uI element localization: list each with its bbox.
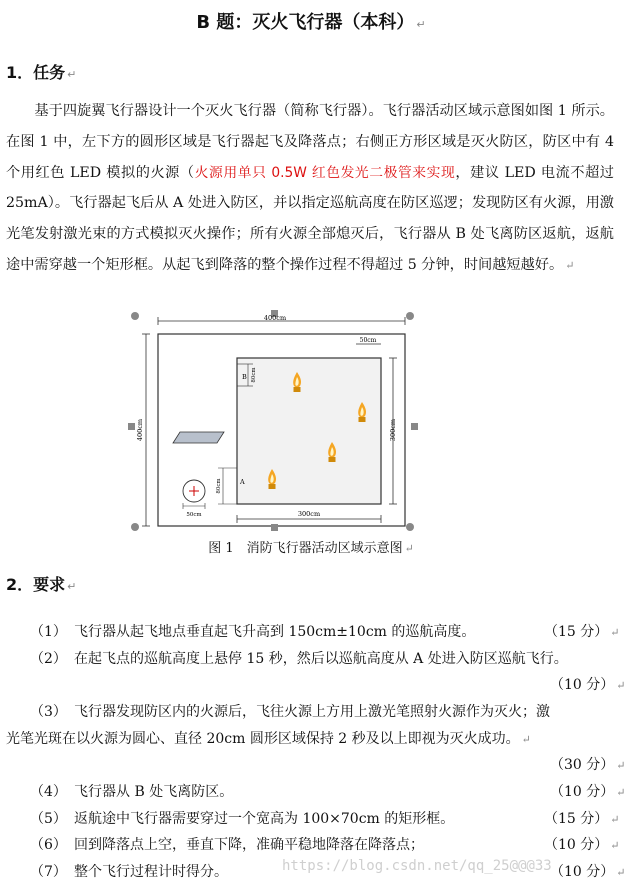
dim-b-side: 80cm [251, 367, 257, 383]
task-text-part2: ，建议 LED 电流不超过 25mA）。飞行器起飞后从 A 处进入防区，并以指定巡航高度在防区巡逻；发现防区有火源，用激光笔发射激光束的方式模拟灭火操作；所有火源全部熄灭后，飞行器从 B 处飞离防区返航，返航途中需穿越一个矩形框。从起飞到降落的整个操作过程不得超过 5 分钟，时间越短越好。 [6, 164, 614, 273]
activity-area-diagram [120, 306, 420, 536]
requirement-points: （10 分） ↵ [550, 864, 625, 880]
corner-dot [131, 312, 139, 320]
dim-top: 400cm [263, 314, 287, 322]
requirement-item: （3） 飞行器发现防区内的火源后，飞往火源上方用上激光笔照射火源作为灭火；激 [30, 704, 550, 720]
requirement-points: （10 分） ↵ [544, 837, 620, 853]
figure-caption: 图 1 消防飞行器活动区域示意图 ↵ [208, 541, 414, 556]
dim-left: 400cm [136, 418, 144, 442]
label-b: B [242, 373, 247, 381]
dim-circle: 50cm [186, 512, 202, 518]
requirement-item: （1） 飞行器从起飞地点垂直起飞升高到 150cm±10cm 的巡航高度。 [30, 624, 476, 640]
requirement-item: （6） 回到降落点上空，垂直下降，准确平稳地降落在降落点； [30, 837, 424, 853]
corner-dot [406, 312, 414, 320]
watermark: https://blog.csdn.net/qq_25@@@33 [282, 858, 552, 874]
requirement-points: （15 分） ↵ [544, 811, 620, 827]
section-heading-requirements: 2．要求 ↵ [6, 575, 77, 594]
dim-a-side: 80cm [216, 478, 222, 494]
section-heading-task: 1．任务 ↵ [6, 63, 77, 82]
requirement-item: （4） 飞行器从 B 处飞离防区。 [30, 784, 234, 800]
midpoint-square [411, 423, 418, 430]
label-a: A [240, 478, 245, 486]
dim-bottom: 300cm [297, 510, 321, 518]
fire-zone [237, 358, 381, 504]
dim-right: 300cm [389, 418, 397, 442]
midpoint-square [271, 524, 278, 531]
requirement-points: （15 分） ↵ [544, 624, 620, 640]
requirement-item: （5） 返航途中飞行器需要穿过一个宽高为 100×70cm 的矩形框。 [30, 811, 455, 827]
requirement-item: （7） 整个飞行过程计时得分。 [30, 864, 228, 880]
dim-small-top: 50cm [359, 337, 377, 344]
task-paragraph: 基于四旋翼飞行器设计一个灭火飞行器（简称飞行器）。飞行器活动区域示意图如图 1 所示。在图 1 中，左下方的圆形区域是飞行器起飞及降落点；右侧正方形区域是灭火防区，防区中有 4 个用红色 LED 模拟的火源（火源用单只 0.5W 红色发光二极管来实现，建议 LED 电流不超过 25mA）。飞行器起飞后从 A 处进入防区，并以指定巡航高度在防区巡逻；发现防区有火源，用激光笔发射激光束的方式模拟灭火操作；所有火源全部熄灭后，飞行器从 B 处飞离防区返航，返航途中需穿越一个矩形框。从起飞到降落的整个操作过程不得超过 5 分钟，时间越短越好。 ↵ [6, 103, 614, 273]
requirement-points: （30 分） ↵ [550, 757, 625, 773]
task-text-part1: 基于四旋翼飞行器设计一个灭火飞行器（简称飞行器）。飞行器活动区域示意图如图 1 所示。在图 1 中，左下方的圆形区域是飞行器起飞及降落点；右侧正方形区域是灭火防区，防区中有 4 个用红色 LED 模拟的火源（ [6, 103, 614, 181]
page-title: B 题：灭火飞行器（本科） ↵ [196, 12, 426, 33]
requirement-item: （2） 在起飞点的巡航高度上悬停 15 秒，然后以巡航高度从 A 处进入防区巡航飞行。 [30, 651, 568, 667]
rectangle-frame [173, 432, 224, 443]
requirement-points: （10 分） ↵ [550, 784, 625, 800]
midpoint-square [128, 423, 135, 430]
task-text-red: 火源用单只 0.5W 红色发光二极管来实现 [194, 164, 456, 181]
requirement-item-continued: 光笔光斑在以火源为圆心、直径 20cm 圆形区域保持 2 秒及以上即视为灭火成功。 ↵ [6, 731, 531, 747]
corner-dot [406, 523, 414, 531]
requirement-points: （10 分） ↵ [550, 677, 625, 693]
corner-dot [131, 523, 139, 531]
